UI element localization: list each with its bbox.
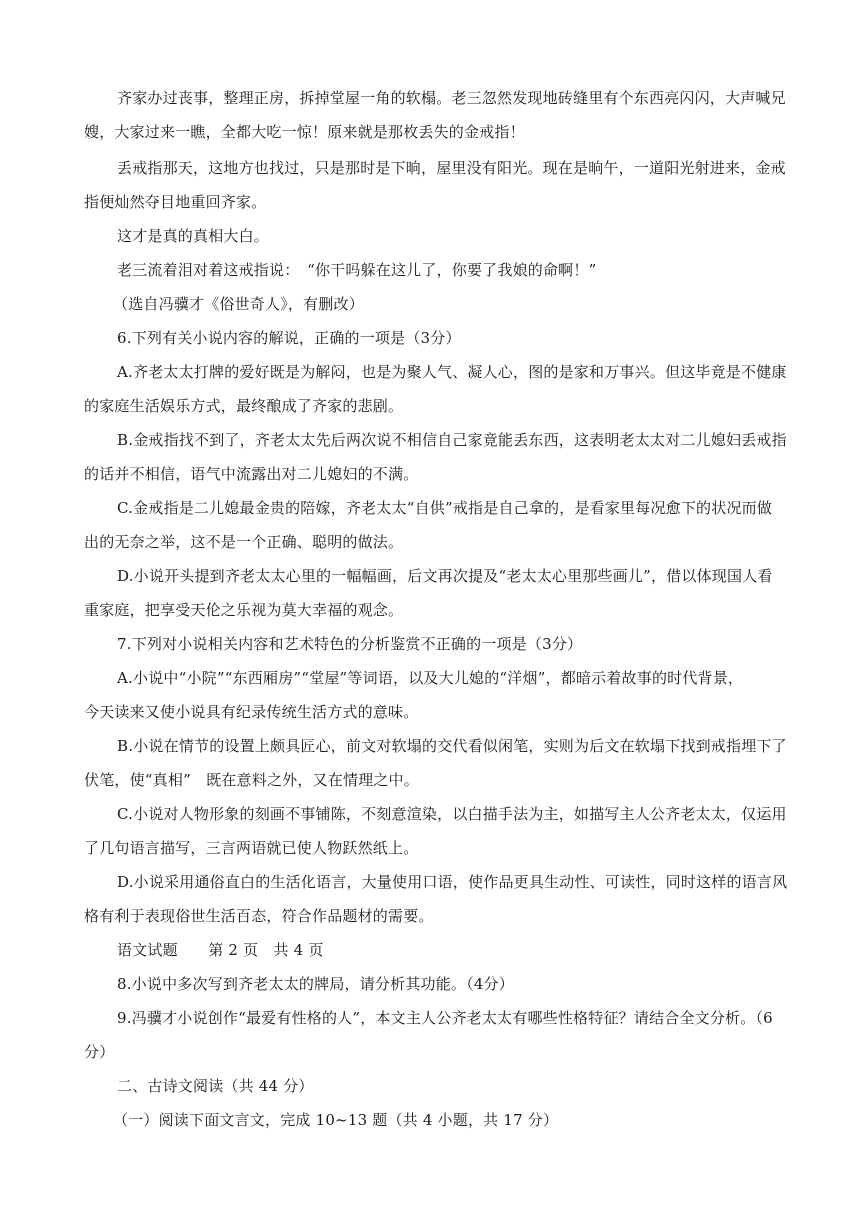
story-paragraph-4: 老三流着泪对着这戒指说： “你干吗躲在这儿了，你要了我娘的命啊！” — [117, 261, 597, 279]
story-paragraph-1-line-2: 嫂，大家过来一瞧，全都大吃一惊！原来就是那枚丢失的金戒指！ — [84, 123, 525, 141]
question-6-stem: 6.下列有关小说内容的解说，正确的一项是（3分） — [117, 329, 461, 347]
question-6-option-c-line-2: 出的无奈之举，这不是一个正确、聪明的做法。 — [84, 533, 404, 551]
story-paragraph-3: 这才是真的真相大白。 — [117, 227, 270, 245]
section-2-subheading: （一）阅读下面文言文，完成 10~13 题（共 4 小题，共 17 分） — [113, 1111, 559, 1129]
question-7-option-b-line-1: B.小说在情节的设置上颇具匠心，前文对软塌的交代看似闲笔，实则为后文在软塌下找到戒指埋下了 — [117, 737, 787, 755]
question-7-option-a-line-2: 今天读来又使小说具有纪录传统生活方式的意味。 — [84, 703, 419, 721]
question-7-option-c-line-2: 了几句语言描写，三言两语就已使人物跃然纸上。 — [84, 839, 419, 857]
question-7-option-d-line-1: D.小说采用通俗直白的生活化语言，大量使用口语，使作品更具生动性、可读性，同时这样的语言风 — [117, 873, 788, 891]
question-7-option-d-line-2: 格有利于表现俗世生活百态，符合作品题材的需要。 — [84, 907, 434, 925]
question-6-option-b-line-2: 的话并不相信，语气中流露出对二儿媳妇的不满。 — [84, 465, 419, 483]
question-6-option-a-line-2: 的家庭生活娱乐方式，最终酿成了齐家的悲剧。 — [84, 397, 404, 415]
question-9-line-2: 分） — [84, 1043, 115, 1061]
page-footer: 语文试题 第 2 页 共 4 页 — [117, 941, 324, 959]
story-source: （选自冯骥才《俗世奇人》，有删改） — [113, 295, 364, 313]
question-6-option-c-line-1: C.金戒指是二儿媳最金贵的陪嫁，齐老太太“自供”戒指是自己拿的，是看家里每况愈下的状况而做 — [117, 499, 773, 517]
question-9-line-1: 9.冯骥才小说创作“最爱有性格的人”，本文主人公齐老太太有哪些性格特征？请结合全文分析。（6 — [117, 1009, 773, 1027]
question-7-option-c-line-1: C.小说对人物形象的刻画不事铺陈，不刻意渲染，以白描手法为主，如描写主人公齐老太太，仅运用 — [117, 805, 787, 823]
story-paragraph-2-line-1: 丢戒指那天，这地方也找过，只是那时是下晌，屋里没有阳光。现在是晌午，一道阳光射进来，金戒 — [117, 159, 786, 177]
question-6-option-b-line-1: B.金戒指找不到了，齐老太太先后两次说不相信自己家竟能丢东西，这表明老太太对二儿媳妇丢戒指 — [117, 431, 787, 449]
question-6-option-a-line-1: A.齐老太太打牌的爱好既是为解闷，也是为聚人气、凝人心，图的是家和万事兴。但这毕竟是不健康 — [117, 363, 787, 381]
question-7-option-b-line-2: 伏笔，使“真相” 既在意料之外，又在情理之中。 — [84, 771, 419, 789]
question-7-option-a-line-1: A.小说中“小院”“东西厢房”“堂屋”等词语，以及大儿媳的“洋烟”，都暗示着故事的时代背景， — [117, 669, 744, 687]
question-8: 8.小说中多次写到齐老太太的牌局，请分析其功能。（4分） — [117, 975, 514, 993]
story-paragraph-1-line-1: 齐家办过丧事，整理正房，拆掉堂屋一角的软榻。老三忽然发现地砖缝里有个东西亮闪闪，大声喊兄 — [117, 89, 786, 107]
section-2-heading: 二、古诗文阅读（共 44 分） — [117, 1077, 314, 1095]
question-6-option-d-line-1: D.小说开头提到齐老太太心里的一幅幅画，后文再次提及“老太太心里那些画儿”，借以体现国人看 — [117, 567, 773, 585]
story-paragraph-2-line-2: 指便灿然夺目地重回齐家。 — [84, 193, 267, 211]
question-6-option-d-line-2: 重家庭，把享受天伦之乐视为莫大幸福的观念。 — [84, 601, 404, 619]
question-7-stem: 7.下列对小说相关内容和艺术特色的分析鉴赏不正确的一项是（3分） — [117, 635, 583, 653]
